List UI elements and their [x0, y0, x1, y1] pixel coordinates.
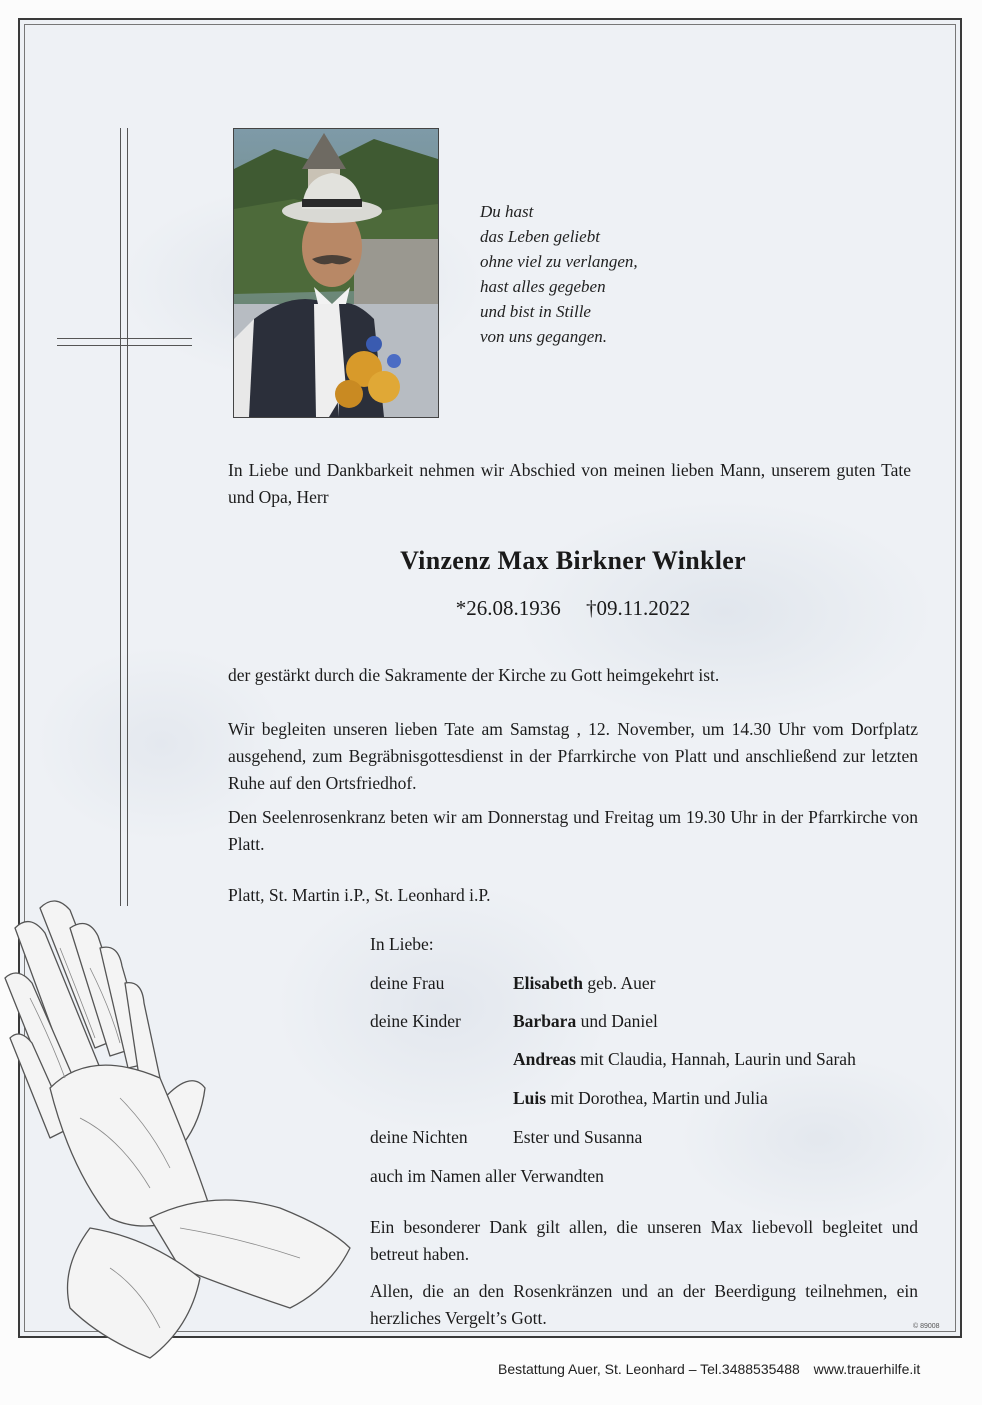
signatures-heading: In Liebe: — [370, 934, 434, 954]
signer-detail: Ester und Susanna — [513, 1127, 643, 1147]
thanks-text-1: Ein besonderer Dank gilt allen, die unseren Max liebevoll begleitet und betreut haben. — [370, 1217, 918, 1264]
verse-line: und bist in Stille — [480, 302, 591, 321]
signature-children-1 — [370, 1008, 658, 1035]
rosary-text: Den Seelenrosenkranz beten wir am Donnerstag und Freitag um 19.30 Uhr in der Pfarrkirche von Platt. — [228, 807, 918, 854]
signer-name: Barbara — [513, 1011, 577, 1031]
deceased-name: Vinzenz Max Birkner Winkler — [400, 546, 746, 575]
website-link[interactable]: www.trauerhilfe.it — [813, 1361, 921, 1377]
signer-name: Andreas — [513, 1049, 576, 1069]
signer-detail: geb. Auer — [583, 973, 656, 993]
printer-mark: © 89008 — [913, 1323, 940, 1330]
verse-line: ohne viel zu verlangen, — [480, 252, 638, 271]
verse-line: von uns gegangen. — [480, 327, 608, 346]
signer-name: Elisabeth — [513, 973, 584, 993]
thanks-text-2: Allen, die an den Rosenkränzen und an der Beerdigung teilnehmen, ein herzliches Vergelt’s Gott. — [370, 1281, 918, 1328]
relation-label: deine Frau — [370, 973, 445, 993]
signature-wife — [370, 970, 655, 997]
signature-nieces — [370, 1124, 642, 1151]
verse-line: Du hast — [480, 202, 534, 221]
memorial-verse — [480, 199, 638, 349]
funeral-home-contact: Bestattung Auer, St. Leonhard – Tel.3488535488 — [498, 1361, 800, 1377]
funeral-text: Wir begleiten unseren lieben Tate am Samstag , 12. November, um 14.30 Uhr vom Dorfplatz ausgehend, zum Begräbnisgottesdienst in der Pfarrkirche von Platt und anschließend zur letzten Ruhe auf den Ortsfriedhof. — [228, 719, 918, 793]
signature-children-3 — [370, 1085, 768, 1112]
signer-detail: und Daniel — [576, 1011, 658, 1031]
birth-date: *26.08.1936 — [455, 596, 561, 620]
signature-relatives: auch im Namen aller Verwandten — [370, 1166, 604, 1186]
footer — [498, 1361, 920, 1377]
signer-detail: mit Dorothea, Martin und Julia — [546, 1088, 768, 1108]
signature-children-2 — [370, 1046, 856, 1073]
death-date: †09.11.2022 — [586, 596, 691, 620]
praying-hands-icon — [0, 888, 370, 1368]
verse-line: hast alles gegeben — [480, 277, 606, 296]
life-dates — [228, 596, 918, 621]
places-text: Platt, St. Martin i.P., St. Leonhard i.P. — [228, 885, 491, 905]
intro-text: In Liebe und Dankbarkeit nehmen wir Abschied von meinen lieben Mann, unserem guten Tate und Opa, Herr — [228, 460, 911, 507]
portrait-photo — [233, 128, 439, 418]
sacraments-text: der gestärkt durch die Sakramente der Kirche zu Gott heimgekehrt ist. — [228, 665, 720, 685]
signer-name: Luis — [513, 1088, 547, 1108]
verse-line: das Leben geliebt — [480, 227, 600, 246]
signer-detail: mit Claudia, Hannah, Laurin und Sarah — [575, 1049, 856, 1069]
relation-label: deine Nichten — [370, 1127, 468, 1147]
relation-label: deine Kinder — [370, 1011, 461, 1031]
